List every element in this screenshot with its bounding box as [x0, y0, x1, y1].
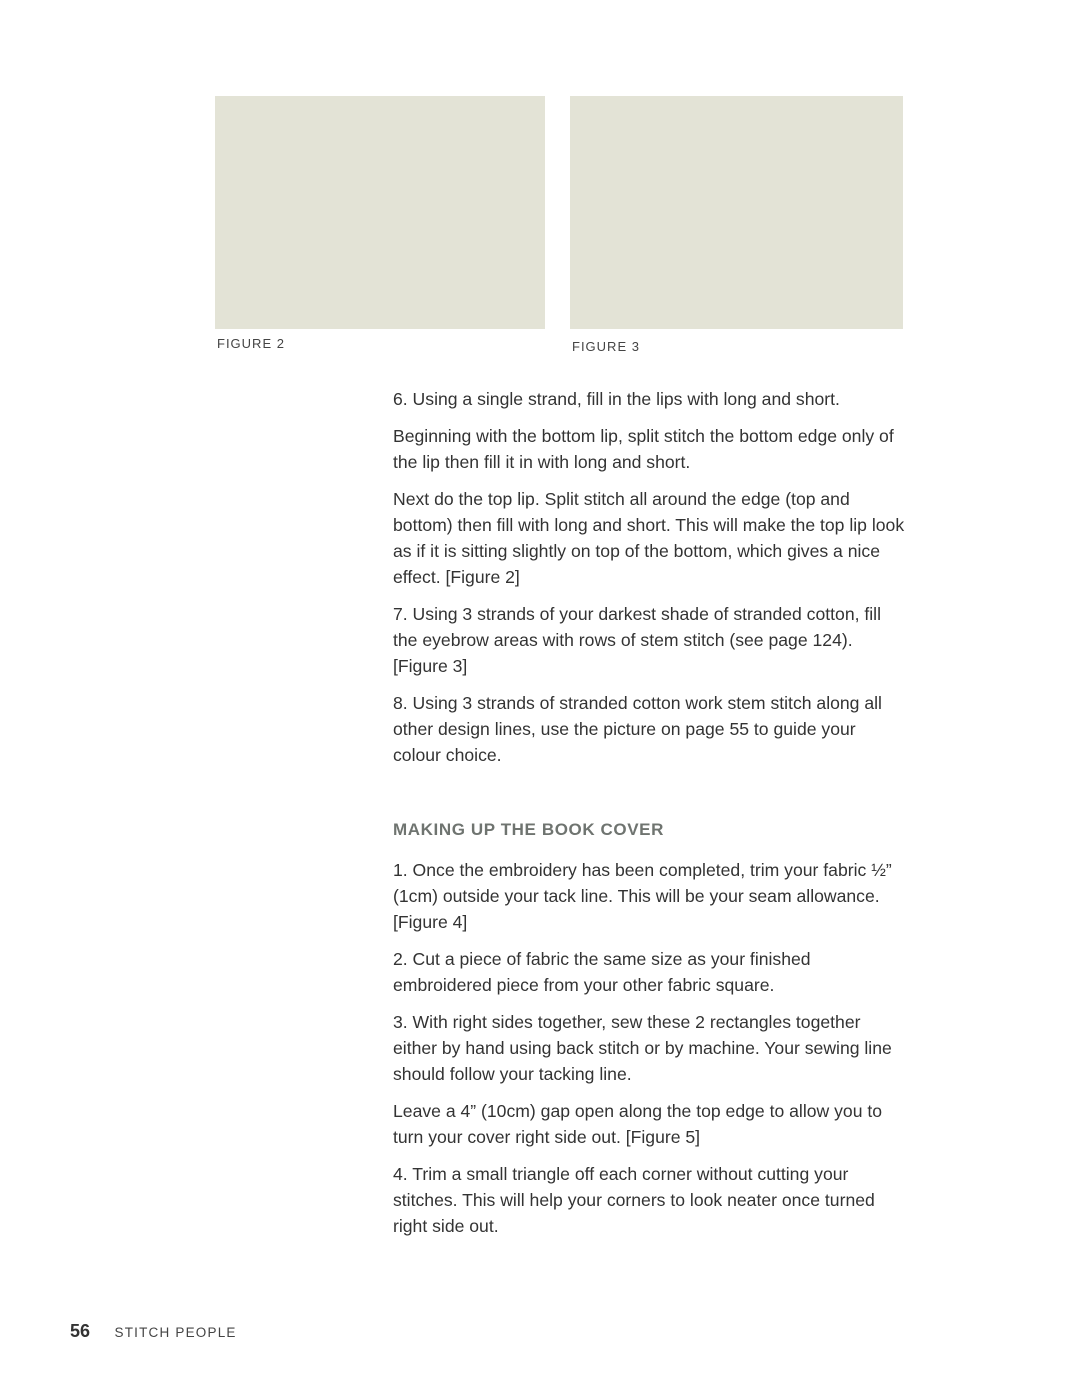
figure-3-image [570, 96, 903, 329]
instruction-paragraph: 3. With right sides together, sew these 2 rectangles together either by hand using back stitch or by machine. Your sewing line should follow your tacking line. [393, 1012, 892, 1084]
instruction-paragraph: 4. Trim a small triangle off each corner without cutting your stitches. This will help your corners to look neater once turned right side out. [393, 1164, 875, 1236]
instructions-column [393, 387, 905, 1251]
instruction-paragraph: 2. Cut a piece of fabric the same size as your finished embroidered piece from your other fabric square. [393, 949, 811, 996]
instruction-paragraph: Beginning with the bottom lip, split stitch the bottom edge only of the lip then fill it in with long and short. [393, 426, 894, 473]
instruction-paragraph: 6. Using a single strand, fill in the lips with long and short. [393, 389, 840, 409]
figure-3-caption: FIGURE 3 [572, 339, 640, 354]
page-number: 56 [70, 1321, 91, 1341]
figure-2-caption: FIGURE 2 [217, 336, 285, 351]
instruction-paragraph: Leave a 4” (10cm) gap open along the top edge to allow you to turn your cover right side out. [Figure 5] [393, 1101, 883, 1148]
section-heading: MAKING UP THE BOOK COVER [393, 820, 664, 840]
instruction-paragraph: 1. Once the embroidery has been completed, trim your fabric ½” (1cm) outside your tack line. This will be your seam allowance. [Figure 4] [393, 860, 892, 932]
running-title: STITCH PEOPLE [114, 1325, 237, 1340]
figure-2-image [215, 96, 545, 329]
instruction-paragraph: 7. Using 3 strands of your darkest shade of stranded cotton, fill the eyebrow areas with rows of stem stitch (see page 124). [Figure 3] [393, 604, 882, 676]
instruction-paragraph: Next do the top lip. Split stitch all around the edge (top and bottom) then fill with long and short. This will make the top lip look as if it is sitting slightly on top of the bottom, which gives a nice effect. [Figure 2] [393, 489, 905, 587]
page-footer [70, 1321, 237, 1342]
instruction-paragraph: 8. Using 3 strands of stranded cotton work stem stitch along all other design lines, use the picture on page 55 to guide your colour choice. [393, 692, 882, 765]
